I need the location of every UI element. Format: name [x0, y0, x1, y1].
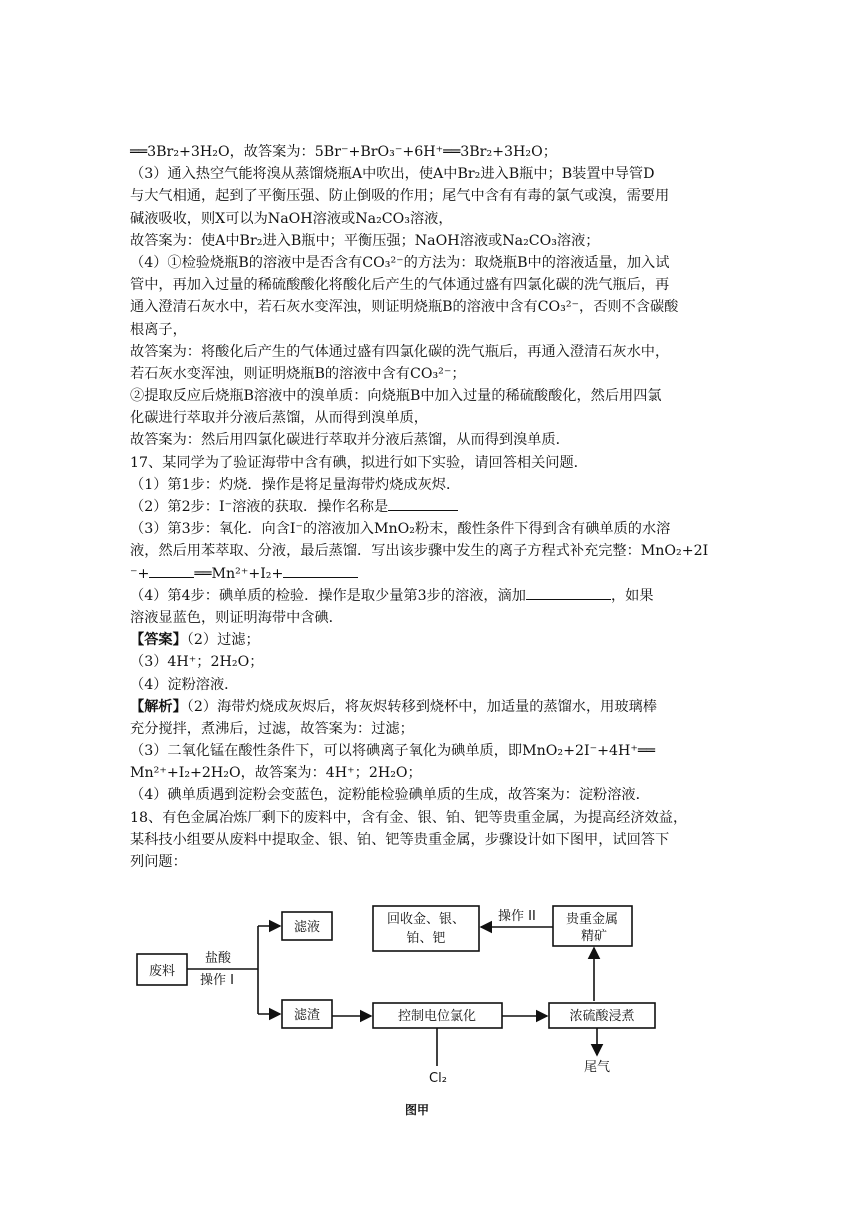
- box-recover: [373, 906, 479, 951]
- text-line: [130, 429, 740, 451]
- figure-caption: 图甲: [404, 1103, 430, 1117]
- leach-label: 浓硫酸浸煮: [569, 1009, 635, 1024]
- text-line: [130, 807, 740, 829]
- text-line: [130, 585, 740, 607]
- text-line: [130, 784, 740, 806]
- text-line: [130, 674, 740, 696]
- text-line: [130, 274, 740, 296]
- answer-blank: [283, 563, 358, 578]
- tail-gas-label: 尾气: [583, 1060, 611, 1075]
- line-text: 化碳进行萃取并分液后蒸馏，从而得到溴单质，: [130, 410, 428, 427]
- line-text: （4）①检验烧瓶B的溶液中是否含有CO₃²⁻的方法为：取烧瓶B中的溶液适量，加入试: [130, 254, 670, 271]
- text-line: [130, 607, 740, 629]
- text-line: [130, 651, 740, 673]
- line-text: （3）二氧化锰在酸性条件下，可以将碘离子氧化为碘单质，即MnO₂+2I⁻+4H⁺══: [130, 743, 655, 760]
- line-text: ⁻+: [130, 565, 150, 582]
- line-text: 溶液显蓝色，则证明海带中含碘．: [130, 609, 343, 626]
- text-line: [130, 252, 740, 274]
- text-line: [130, 407, 740, 429]
- line-text: 故答案为：然后用四氯化碳进行萃取并分液后蒸馏，从而得到溴单质．: [130, 432, 570, 449]
- text-line: [130, 452, 740, 474]
- section-label: 【解析】: [130, 698, 187, 715]
- text-line: [130, 563, 740, 585]
- text-line: [130, 740, 740, 762]
- line-text: 液，然后用苯萃取、分液，最后蒸馏．写出该步骤中发生的离子方程式补充完整：MnO₂+2I: [130, 543, 709, 560]
- text-line: [130, 718, 740, 740]
- line-text: （3）4H⁺；2H₂O；: [130, 654, 264, 671]
- answer-blank: [149, 563, 194, 578]
- line-text: （3）通入热空气能将溴从蒸馏烧瓶A中吹出，使A中Br₂进入B瓶中；B装置中导管D: [130, 166, 655, 183]
- text-line: [130, 163, 740, 185]
- box-concentrate: [553, 906, 632, 946]
- line-text: 碱液吸收，则X可以为NaOH溶液或Na₂CO₃溶液，: [130, 210, 453, 227]
- text-line: [130, 141, 740, 163]
- text-line: [130, 540, 740, 562]
- recover-label-2: 铂、钯: [406, 931, 446, 946]
- line-text: Mn²⁺+I₂+2H₂O，故答案为：4H⁺；2H₂O；: [130, 765, 422, 782]
- residue-label: 滤渣: [293, 1008, 321, 1023]
- text-line: [130, 208, 740, 230]
- recover-label-1: 回收金、银、: [386, 912, 466, 927]
- box-residue: [282, 1000, 332, 1028]
- text-line: [130, 829, 740, 851]
- concentrate-label-1: 贵重金属: [565, 912, 619, 927]
- line-text: （4）碘单质遇到淀粉会变蓝色，淀粉能检验碘单质的生成，故答案为：淀粉溶液．: [130, 787, 650, 804]
- line-text: （3）第3步：氧化．向含I⁻的溶液加入MnO₂粉末，酸性条件下得到含有碘单质的水溶: [130, 521, 671, 538]
- line-text: ②提取反应后烧瓶B溶液中的溴单质：向烧瓶B中加入过量的稀硫酸酸化，然后用四氯: [130, 388, 662, 405]
- line-text: 故答案为：将酸化后产生的气体通过盛有四氯化碳的洗气瓶后，再通入澄清石灰水中，: [130, 343, 670, 360]
- text-line: [130, 762, 740, 784]
- text-line: [130, 851, 740, 873]
- text-line: [130, 518, 740, 540]
- op1-label: 操作 I: [200, 973, 234, 988]
- filtrate-label: 滤液: [293, 920, 321, 935]
- line-text: 与大气相通，起到了平衡压强、防止倒吸的作用；尾气中含有有毒的氯气或溴，需要用: [130, 188, 670, 205]
- text-line: [130, 363, 740, 385]
- text-line: [130, 496, 740, 518]
- chlorination-label: 控制电位氯化: [397, 1009, 477, 1024]
- answer-blank: [388, 496, 458, 511]
- line-text: 18、有色金属冶炼厂剩下的废料中，含有金、银、铂、钯等贵重金属，为提高经济效益，: [130, 809, 688, 826]
- line-text: ══3Br₂+3H₂O，故答案为：5Br⁻+BrO₃⁻+6H⁺══3Br₂+3H₂O；: [130, 144, 557, 160]
- line-text: （4）第4步：碘单质的检验．操作是取少量第3步的溶液，滴加: [130, 587, 526, 604]
- text-line: [130, 296, 740, 318]
- line-text: 列问题：: [130, 854, 187, 870]
- line-text: 17、某同学为了验证海带中含有碘，拟进行如下实验，请回答相关问题．: [130, 454, 588, 471]
- box-filtrate: [282, 912, 332, 940]
- concentrate-label-2: 精矿: [580, 929, 608, 944]
- text-line: [130, 474, 740, 496]
- line-text: （1）第1步：灼烧．操作是将足量海带灼烧成灰烬．: [130, 476, 461, 493]
- answer-blank: [526, 585, 611, 600]
- line-text: 通入澄清石灰水中，若石灰水变浑浊，则证明烧瓶B的溶液中含有CO₃²⁻，否则不含碳酸: [130, 299, 679, 316]
- line-text: 若石灰水变浑浊，则证明烧瓶B的溶液中含有CO₃²⁻；: [130, 365, 466, 382]
- text-line: [130, 230, 740, 252]
- op2-label: 操作 II: [498, 909, 536, 924]
- text-line: [130, 185, 740, 207]
- text-line: [130, 319, 740, 341]
- line-text: 故答案为：使A中Br₂进入B瓶中；平衡压强；NaOH溶液或Na₂CO₃溶液；: [130, 232, 600, 249]
- box-waste: [137, 954, 187, 985]
- text-line: [130, 385, 740, 407]
- text-line: [130, 341, 740, 363]
- box-chlorination: [373, 1003, 502, 1028]
- line-text: ，如果: [610, 587, 654, 604]
- line-text: 某科技小组要从废料中提取金、银、铂、钯等贵重金属，步骤设计如下图甲，试回答下: [130, 831, 670, 848]
- document-text: [130, 141, 740, 873]
- cl2-label: Cl₂: [429, 1071, 447, 1086]
- waste-label: 废料: [148, 964, 176, 979]
- line-text: （4）淀粉溶液．: [130, 676, 239, 693]
- line-text: 管中，再加入过量的稀硫酸酸化将酸化后产生的气体通过盛有四氯化碳的洗气瓶后，再: [130, 277, 670, 294]
- line-text: （2）第2步：I⁻溶液的获取．操作名称是: [130, 499, 389, 515]
- line-text: （2）过滤；: [186, 632, 260, 649]
- line-text: ══Mn²⁺+I₂+: [194, 565, 284, 582]
- line-text: （2）海带灼烧成灰烬后，将灰烬转移到烧杯中，加适量的蒸馏水，用玻璃棒: [186, 698, 657, 715]
- text-line: [130, 696, 740, 718]
- section-label: 【答案】: [130, 632, 187, 649]
- acid-label: 盐酸: [205, 951, 232, 966]
- box-leach: [549, 1003, 655, 1028]
- line-text: 根离子，: [130, 321, 187, 338]
- line-text: 充分搅拌，煮沸后，过滤，故答案为：过滤；: [130, 720, 414, 737]
- text-line: [130, 629, 740, 651]
